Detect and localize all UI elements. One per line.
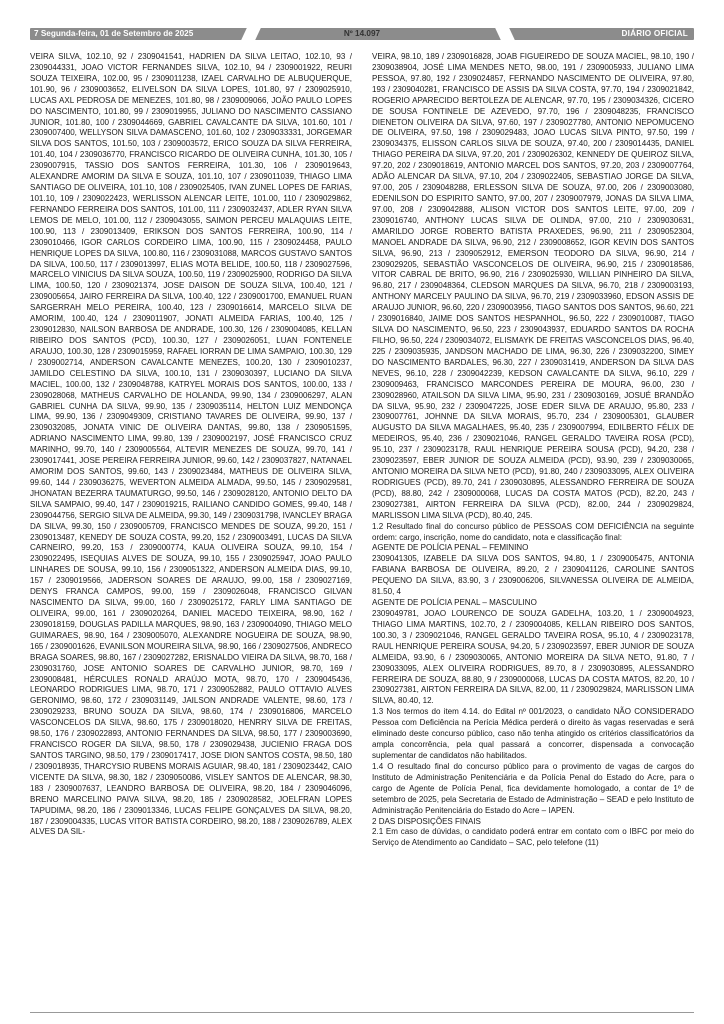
publication-name: DIÁRIO OFICIAL — [621, 29, 688, 38]
page-number-date: 7 Segunda-feira, 01 de Setembro de 2025 — [34, 29, 194, 38]
section-1-3: 1.3 Nos termos do item 4.14. do Edital nº 001/2023, o candidato NÃO CONSIDERADO Pessoa com Deficiência na Perícia Médica perderá o direito às vagas reservadas e será eliminado deste concurso público, caso não tenha atingido os critérios classificatórios da ampla concorrência, pela qual passará a concorrer, dispensada a convocação suplementar de candidatos não habilitados. — [372, 707, 694, 760]
page-header — [30, 28, 694, 40]
section-1-2: 1.2 Resultado final do concurso público de PESSOAS COM DEFICIÊNCIA na seguinte ordem: cargo, inscrição, nome do candidato, nota e classificação final: — [372, 521, 694, 542]
footer-rule — [30, 1012, 694, 1013]
section-2-heading: 2 DAS DISPOSIÇÕES FINAIS — [372, 816, 481, 826]
agent-male-list: 2309049781, JOAO LOURENCO DE SOUZA GADELHA, 103.20, 1 / 2309004923, THIAGO LIMA MARTINS, 102.70, 2 / 2309004085, KELLAN RIBEIRO DOS SANTOS, 100.30, 3 / 2309021046, RANGEL GERALDO TAVEIRA ROSA, 95.10, 4 / 2309023178, RAUL HENRIQUE PEREIRA SOUSA, 94.20, 5 / 2309023597, EBER JUNIOR DE SOUZA ALMEIDA, 93.90, 6 / 2309030065, ANTONIO MOREIRA DA SILVA NETO, 91.80, 7 / 2309033095, ALEX OLIVEIRA RODRIGUES, 89.70, 8 / 2309030895, ALESSANDRO FERREIRA DE SOUZA, 88.80, 9 / 2309000068, LUCAS DA COSTA MATOS, 82.20, 10 / 2309027381, AIRTON FERREIRA DA SILVA, 82.00, 11 / 2309029824, MARLISSON LIMA SILVA, 80.40, 12. — [372, 609, 694, 706]
left-column — [30, 52, 352, 1007]
candidate-list-end: VEIRA, 98.10, 189 / 2309016828, JOAB FIGUEIREDO DE SOUZA MACIEL, 98.10, 190 / 2309038904, JOSÉ LIMA MENDES NETO, 98.00, 191 / 2309005933, JULIANO LIMA PESSOA, 97.80, 192 / 2309024857, FERNANDO NASCIMENTO DE OLIVEIRA, 97.80, 193 / 2309040281, FRANCISCO DE ASSIS DA SILVA COSTA, 97.70, 194 / 2309021842, ROGERIO APARECIDO BERTOLEZA DE ALENCAR, 97.70, 195 / 2309034326, CICERO DE SOUSA FONTINELE DE AZEVEDO, 97.70, 196 / 2309048235, FRANCISCO DIENETON OLIVEIRA DA SILVA, 97.60, 197 / 2309027780, ANTONIO NEPOMUCENO DE OLIVEIRA, 97.50, 198 / 2309029483, JOAO LUCAS SILVA PINTO, 97.50, 199 / 2309034375, ELISSON CARLOS SILVA DE SOUZA, 97.40, 200 / 2309014435, DANIEL THIAGO PEREIRA DA SILVA, 97.20, 201 / 2309026302, KENNEDY DE QUEIROZ SILVA, 97.20, 202 / 2309018619, ANTONIO MARCEL DOS SANTOS, 97.20, 203 / 2309007764, ADÃO ALENCAR DA SILVA, 97.10, 204 / 2309022405, SEBASTIAO JORGE DA SILVA, 97.00, 205 / 2309048288, ERLESSON SILVA DE SOUZA, 97.00, 206 / 2309003080, EDENILSON DO ESPIRITO SANTO, 97.00, 207 / 2309007979, JONAS DA SILVA LIMA, 97.00, 208 / 2309042888, ALISON VICTOR DOS SANTOS LEITE, 97.00, 209 / 2309016740, ANTHONY LUCAS SILVA DE OLINDA, 97.00, 210 / 2309030631, AMARILDO JORGE ROBERTO BATISTA PRAXEDES, 96.90, 211 / 2309052304, MANOEL ANDRADE DA SILVA, 96.90, 212 / 2309008652, IGOR KEVIN DOS SANTOS SILVA, 96.90, 213 / 2309052912, EMERSON TEODORO DA SILVA, 96.90, 214 / 2309029205, SEBASTIÃO VASCONCELOS DE OLIVEIRA, 96.90, 215 / 2309018586, VITOR CABRAL DE BRITO, 96.90, 216 / 2309025930, WILLIAN PINHEIRO DA SILVA, 96.80, 217 / 2309048364, CLEDSON MARQUES DA SILVA, 96.70, 218 / 2309003193, ANTHONY MARCELY PAULINO DA SILVA, 96.70, 219 / 2309033960, EDSON ASSIS DE ARAUJO JUNIOR, 96.60, 220 / 2309003956, TIAGO SANTOS DOS SANTOS, 96.60, 221 / 2309016840, JAIME DOS SANTOS HESPANHOL, 96.50, 222 / 2309010087, TIAGO SILVA DO NASCIMENTO, 96.50, 223 / 2309043937, EDUARDO SANTOS DA ROCHA FILHO, 96.50, 224 / 2309034072, ELISMAYK DE FREITAS VASCONCELOS DIAS, 96.40, 225 / 2309035935, JANDSON MACHADO DE LIMA, 96.30, 226 / 2309032200, SIMEY DO NASCIMENTO BARDALES, 96.30, 227 / 2309031419, ANDERSON DA SILVA DAS NEVES, 96.10, 228 / 2309042239, KEDSON CAVALCANTE DA SILVA, 96.10, 229 / 2309009463, FRANCISCO MARCONDES PEREIRA DE MOURA, 96.00, 230 / 2309028960, ATAILSON DA SILVA LIMA, 95.90, 231 / 2309030169, JOSUÉ BRANDÃO DA SILVA, 95.90, 232 / 2309047225, JOSE EDER SILVA DE ARAUJO, 95.80, 233 / 2309007761, JOHNNE DA SILVA MORAIS, 95.70, 234 / 2309005301, GLAUBER AUGUSTO DA SILVA MAGALHAES, 95.40, 235 / 2309007994, EDILBERTO FÉLIX DE MEDEIROS, 95.40, 236 / 2309021046, RANGEL GERALDO TAVEIRA ROSA (PCD), 95.10, 237 / 2309023178, RAUL HENRIQUE PEREIRA SOUSA (PCD), 94.20, 238 / 2309023597, EBER JUNIOR DE SOUZA ALMEIDA (PCD), 93.90, 239 / 2309030065, ANTONIO MOREIRA DA SILVA NETO (PCD), 91.80, 240 / 2309033095, ALEX OLIVEIRA RODRIGUES (PCD), 89.70, 241 / 2309030895, ALESSANDRO FERREIRA DE SOUZA (PCD), 88.80, 242 / 2309000068, LUCAS DA COSTA MATOS (PCD), 82.20, 243 / 2309027381, AIRTON FERREIRA DA SILVA (PCD), 82.00, 244 / 2309029824, MARLISSON LIMA SILVA (PCD), 80.40, 245. — [372, 52, 694, 520]
agent-female-heading: AGENTE DE POLÍCIA PENAL – FEMININO — [372, 543, 529, 553]
section-1-4: 1.4 O resultado final do concurso público para o provimento de vagas de cargos do Instituto de Administração Penitenciária e da Polícia Penal do Estado do Acre, para o cargo de Agente de Polícia Penal, fica devidamente homologado, a contar de 1º de setembro de 2025, pela Secretaria de Estado de Administração – SEAD e pelo Instituto de Administração Penitenciária do Estado do Acre – IAPEN. — [372, 761, 694, 815]
edition-number: Nº 14.097 — [343, 29, 381, 38]
agent-female-list: 2309041305, IZABELE DA SILVA DOS SANTOS, 94.80, 1 / 2309005475, ANTONIA FABIANA BARBOSA DE OLIVEIRA, 89.20, 2 / 2309041126, CAROLINE SANTOS PEQUENO DA SILVA, 83.90, 3 / 2309006206, SILVANESSA OLIVEIRA DE ALMEIDA, 81.50, 4 — [372, 554, 694, 597]
page-body — [30, 52, 694, 1007]
section-2-1: 2.1 Em caso de dúvidas, o candidato poderá entrar em contato com o IBFC por meio do Serviço de Atendimento ao Candidato – SAC, pelo telefone (11) — [372, 827, 694, 848]
agent-male-heading: AGENTE DE POLÍCIA PENAL – MASCULINO — [372, 598, 537, 608]
candidate-list-continued: VEIRA SILVA, 102.10, 92 / 2309041541, HADRIEN DA SILVA LEITAO, 102.10, 93 / 2309044331, JOAO VICTOR FERNANDES SILVA, 102.10, 94 / 2309001922, REURI SOUZA TEIXEIRA, 102.00, 95 / 2309011238, IZAEL CARVALHO DE ALBUQUERQUE, 101.90, 96 / 2309003652, ELIVELSON DA SILVA LOPES, 101.80, 97 / 2309025910, LUCAS AXL PEDROSA DE MENEZES, 101.80, 98 / 2309009066, JOÃO PAULO LOPES DO NASCIMENTO, 101.80, 99 / 2309019955, JULIANO DO NASCIMENTO CASSIANO JUNIOR, 101.80, 100 / 2309044669, GABRIEL CAVALCANTE DA SILVA, 101.60, 101 / 2309007400, WELLYSON SILVA DAMASCENO, 101.60, 102 / 2309033331, JORGEMAR SILVA DOS SANTOS, 101.50, 103 / 2309003572, ERICO SOUZA DA SILVA FERREIRA, 101.40, 104 / 2309036770, FRANCISCO RICARDO DE OLIVEIRA CUNHA, 101.30, 105 / 2309007915, TASSIO DOS SANTOS FERREIRA, 101.30, 106 / 2309019643, ALEXANDRE AMORIM DA SILVA E SOUZA, 101.10, 107 / 2309011039, THIAGO LIMA SANTIAGO DE OLIVEIRA, 101.10, 108 / 2309025405, IVAN ZUNEL LOPES DE FARIAS, 101.10, 109 / 2309022423, WERLISSON ALENCAR LEITE, 101.00, 110 / 2309029862, FERNANDO FERREIRA DOS SANTOS, 101.00, 111 / 2309032437, ADLER RYAN SILVA LEMOS DE MELO, 101.00, 112 / 2309043055, SAIMON PERCEU MALAQUIAS LEITE, 100.90, 113 / 2309013409, ERIKSON DOS SANTOS FERREIRA, 100.90, 114 / 2309010466, IGOR CARLOS CORDEIRO LIMA, 100.90, 115 / 2309024458, PAULO HENRIQUE LOPES DA SILVA, 100.80, 116 / 2309031088, MARCOS GUSTAVO SANTOS DA SILVA, 100.50, 117 / 2309013997, ELIAS MOTA BELIDE, 100.50, 118 / 2309027596, MARCELO VINICIUS DA SILVA SOUZA, 100.50, 119 / 2309025900, RODRIGO DA SILVA LIMA, 100.50, 120 / 2309021374, JOSE DAISON DE SOUZA SILVA, 100.40, 121 / 2309005654, JAIRO FERREIRA DA SILVA, 100.40, 122 / 2309001700, EMANUEL RUAN SARGERRAH MELO PEREIRA, 100.40, 123 / 2309016614, MARCELO SILVA DE AMORIM, 100.40, 124 / 2309011907, JONATI ALMEIDA FARIAS, 100.40, 125 / 2309012830, NAILSON BARBOSA DE ANDRADE, 100.30, 126 / 2309004085, KELLAN RIBEIRO DOS SANTOS (PCD), 100.30, 127 / 2309026051, LUAN FONTENELE ARAUJO, 100.30, 128 / 2309015959, RAFAEL IORRAN DE LIMA SAMPAIO, 100.30, 129 / 2309002714, ANDERSON CAVALCANTE MENEZES, 100.20, 130 / 2309010237, JAMILDO CELESTINO DA SILVA, 100.10, 131 / 2309030397, LUCIANO DA SILVA MACIEL, 100.00, 132 / 2309048788, KATRYEL MORAIS DOS SANTOS, 100.00, 133 / 2309028068, MATHEUS CARVALHO DE HOLANDA, 99.90, 134 / 2309006297, ALAN GABRIEL CUNHA DA SILVA, 99.90, 135 / 2309035114, HELTON LUIZ MENDONÇA LIMA, 99.90, 136 / 2309049309, CRISTIANO TAVARES DE OLIVEIRA, 99.90, 137 / 2309032085, JONATA VINIC DE OLIVEIRA DANTAS, 99.80, 138 / 2309051595, ADRIANO NASCIMENTO LIMA, 99.80, 139 / 2309002197, JOSÉ FRANCISCO CRUZ MARINHO, 99.70, 140 / 2309005564, ALTEVIR MENEZES DE SOUZA, 99.70, 141 / 2309017441, JOSE PEREIRA FERREIRA JUNIOR, 99.60, 142 / 2309037827, NATANAEL AMORIM DOS SANTOS, 99.60, 143 / 2309023484, MATHEUS DE OLIVEIRA SILVA, 99.60, 144 / 2309036275, WEVERTON ALMEIDA ALMADA, 99.50, 145 / 2309029581, JHONATAN BEZERRA TAUMATURGO, 99.50, 146 / 2309028120, ANTONIO DELTO DA SILVA SAMPAIO, 99.40, 147 / 2309019215, RAILIANO CANDIDO GOMES, 99.40, 148 / 2309044756, SERGIO SILVA DE ALMEIDA, 99.30, 149 / 2309031798, IVANCLEY BRAGA DA SILVA, 99.30, 150 / 2309005709, FRANCISCO MENDES DE SOUZA, 99.20, 151 / 2309013487, KENEDY DE SOUZA COSTA, 99.20, 152 / 2309003491, LUCAS DA SILVA CARNEIRO, 99.20, 153 / 2309000774, KAUA OLIVEIRA SOUZA, 99.10, 154 / 2309022495, ISEQUIAS ALVES DE SOUZA, 99.10, 155 / 2309025947, JOAO PAULO LINHARES DE SOUSA, 99.10, 156 / 2309051322, ANDERSON ALMEIDA DIAS, 99.10, 157 / 2309019566, JADERSON SOARES DE ARAUJO, 99.00, 158 / 2309027169, DENYS FRANCA CAMPOS, 99.00, 159 / 2309026048, FRANCISCO GILVAN NASCIMENTO DA SILVA, 99.00, 160 / 2309025172, FARLY LIMA SANTIAGO DE OLIVEIRA, 99.00, 161 / 2309020264, DANIEL MACEDO TEIXEIRA, 98.90, 162 / 2309018159, DOUGLAS PADILLA MARQUES, 98.90, 163 / 2309004090, THIAGO MELO GUIMARAES, 98.90, 164 / 2309005070, ALEXANDRE NOGUEIRA DE SOUZA, 98.90, 165 / 2309001626, EVANILSON MOUREIRA SILVA, 98.90, 166 / 2309027506, ANDRECO BRAGA SOARES, 98.80, 167 / 2309027282, ERISNALDO VIEIRA DA SILVA, 98.70, 168 / 2309031760, JOSE ANTONIO SOARES DE CARVALHO JUNIOR, 98.70, 169 / 2309008481, HÉRCULES RONALD ARAÚJO MOTA, 98.70, 170 / 2309045436, LEONARDO RODRIGUES LIMA, 98.70, 171 / 2309052882, PAULO OTTAVIO ALVES GERONIMO, 98.60, 172 / 2309031149, JAILSON ANDRADE VALENTE, 98.60, 173 / 2309029233, BRUNO SOUZA DA SILVA, 98.60, 174 / 2309016806, MARCELO VASCONCELOS DA SILVA, 98.60, 175 / 2309018020, HENRRY SILVA DE FREITAS, 98.50, 176 / 2309022893, ANTONIO FERNANDES DA SILVA, 98.50, 177 / 2309003690, FRANCISCO ROGER DA SILVA, 98.50, 178 / 2309029438, JUCIENIO FRAGA DOS SANTOS TARGINO, 98.50, 179 / 2309017417, JOSE DION SANTOS COSTA, 98.50, 180 / 2309018935, THARCYSIO RUBENS MORAIS AGUIAR, 98.40, 181 / 2309023442, CAIO VICENTE DA SILVA, 98.30, 182 / 2309050086, VISLEY SANTOS DE ALENCAR, 98.30, 183 / 2309007637, LEANDRO BARBOSA DE OLIVEIRA, 98.20, 184 / 2309046096, BRENO MARCELINO PAIVA SILVA, 98.20, 185 / 2309028582, JOELFRAN LOPES TAPUDIMA, 98.20, 186 / 2309013346, LUCAS FELIPE GONÇALVES DA SILVA, 98.20, 187 / 2309004335, LUCAS VITOR BATISTA CORDEIRO, 98.20, 188 / 2309026789, ALEX ALVES DA SIL- — [30, 52, 352, 837]
right-column — [372, 52, 694, 1007]
